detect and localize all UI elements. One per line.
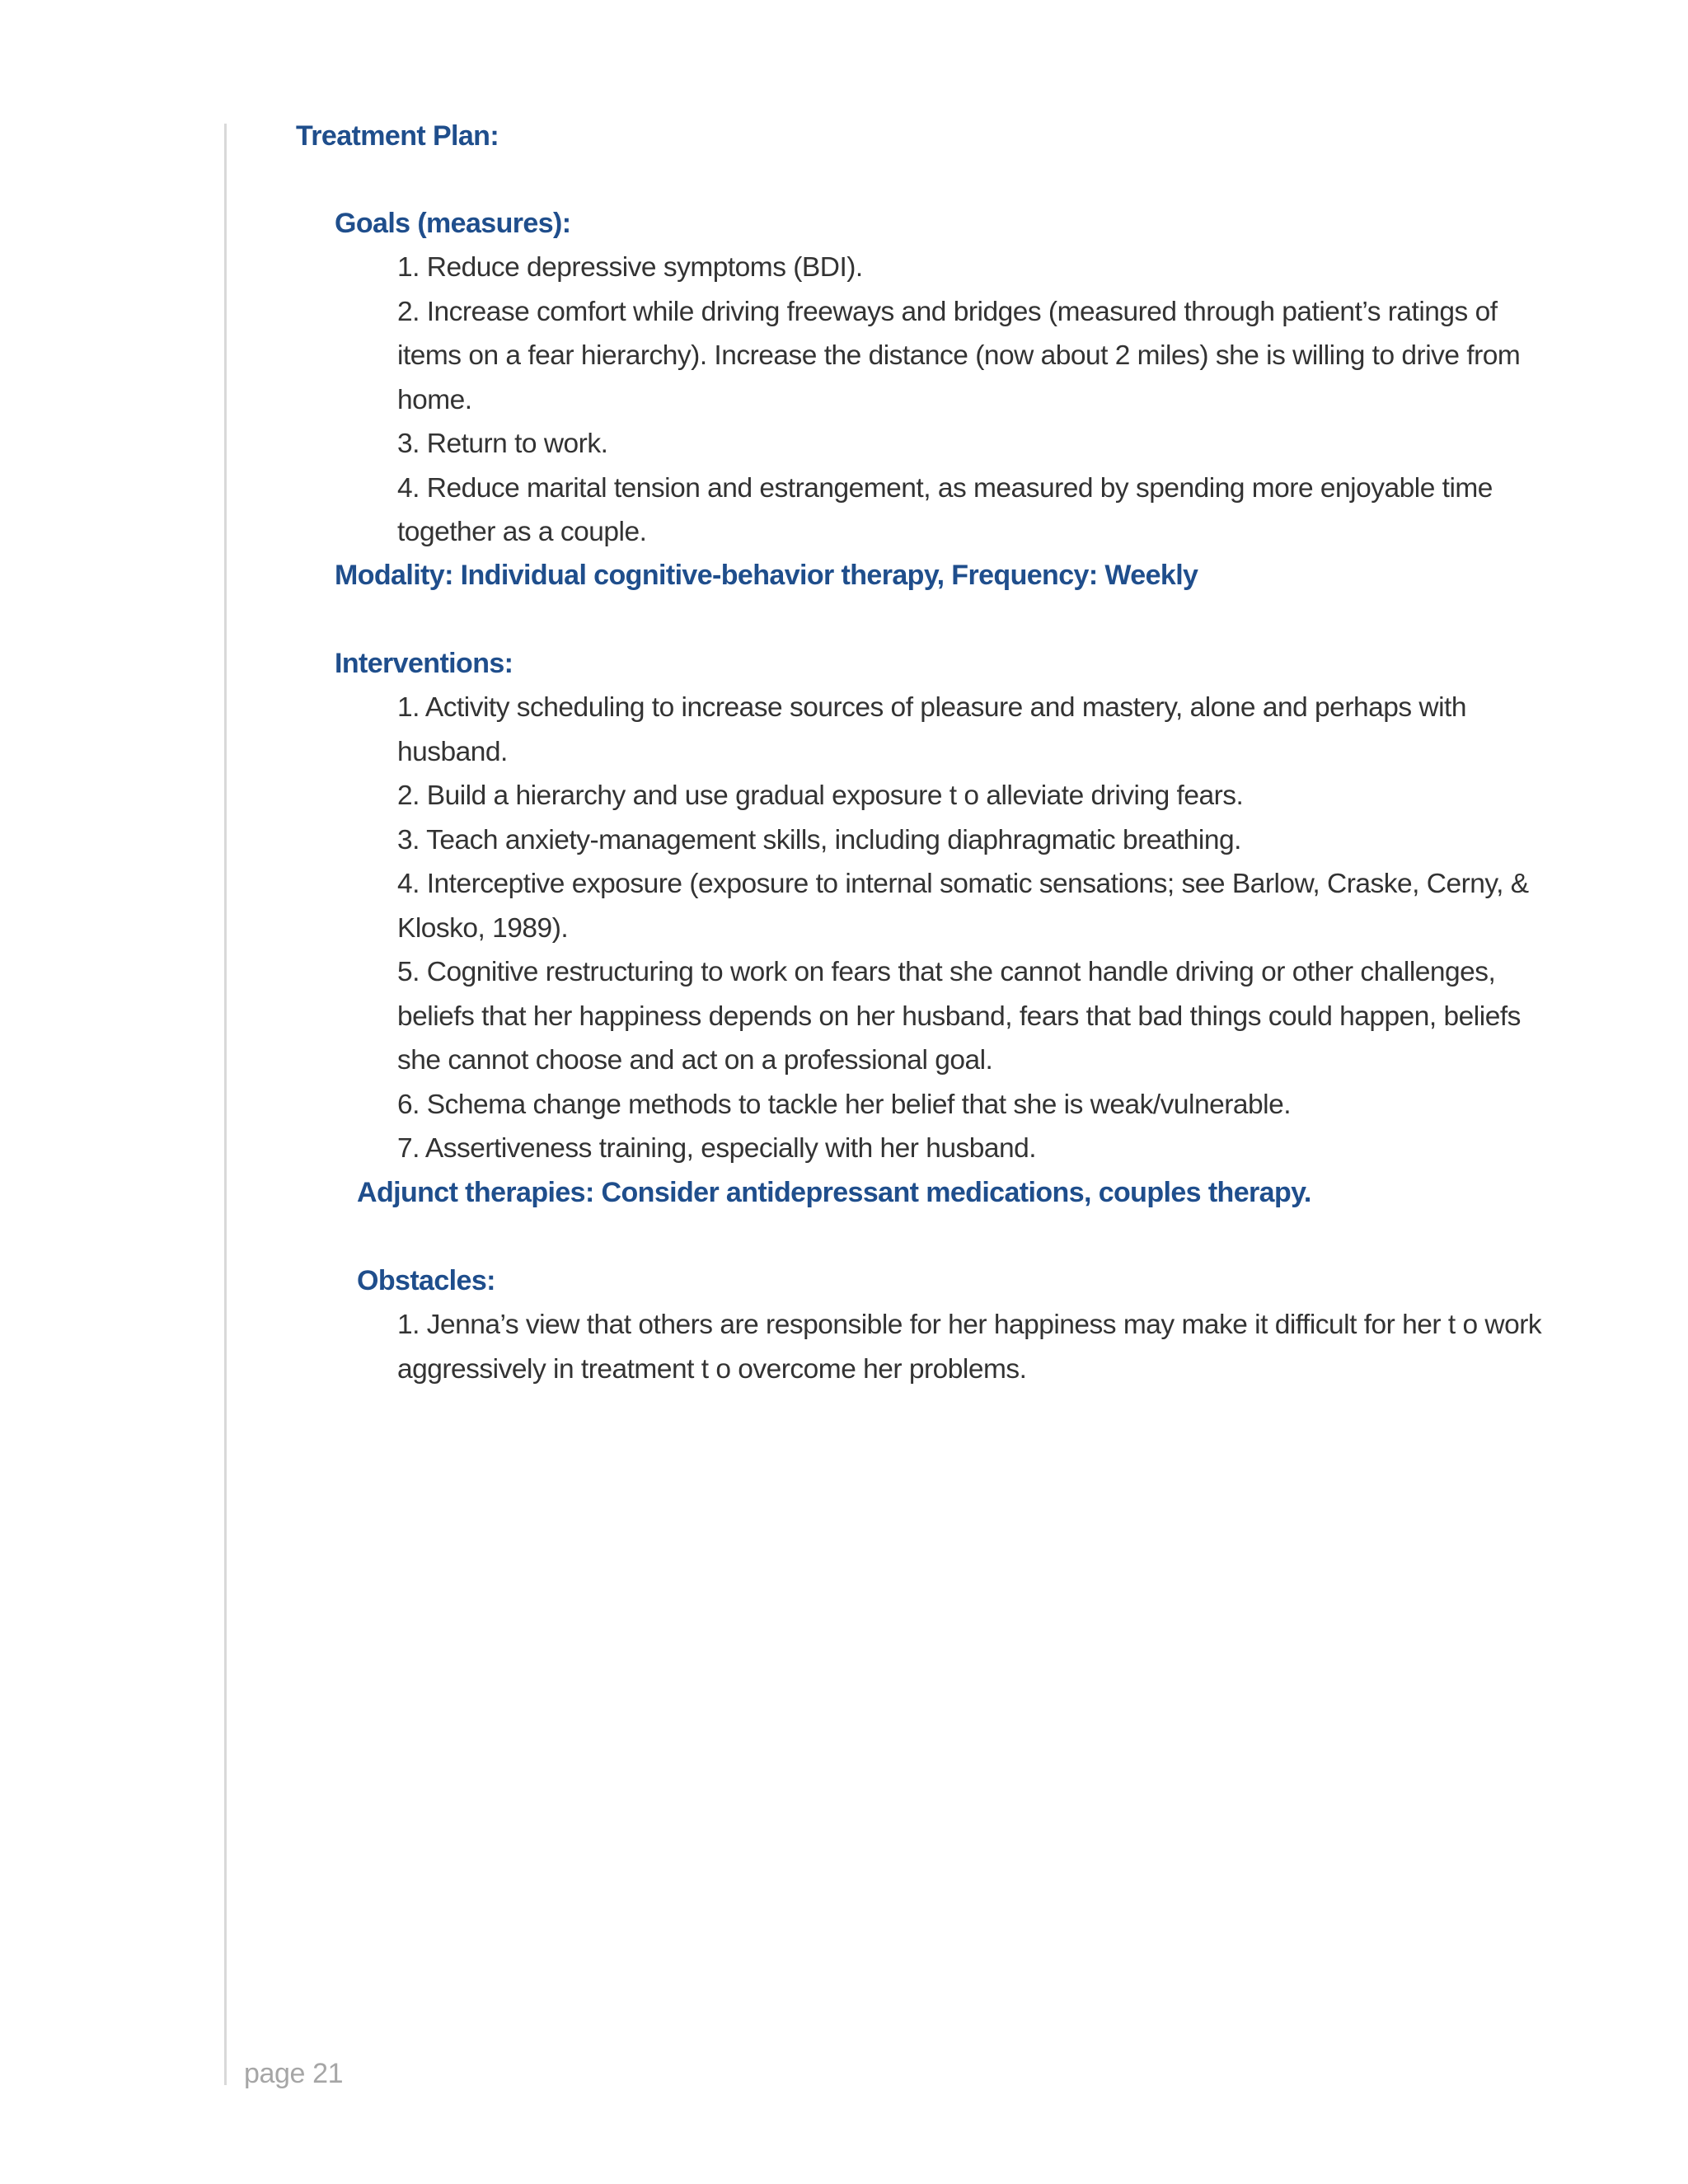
list-item: 3. Teach anxiety-management skills, including diaphragmatic breathing. — [397, 824, 1241, 855]
list-item: 7. Assertiveness training, especially with her husband. — [397, 1133, 1037, 1164]
adjunct-therapies-heading: Adjunct therapies: Consider antidepressant medications, couples therapy. — [357, 1177, 1311, 1208]
list-item: 2. Increase comfort while driving freeways and bridges (measured through patient’s ratings of items on a fear hierarchy). Increase the distance (now about 2 miles) she is willing to drive from home. — [397, 296, 1521, 415]
left-margin-rule — [224, 124, 227, 2085]
list-item: 1. Reduce depressive symptoms (BDI). — [397, 252, 863, 283]
list-item: 3. Return to work. — [397, 429, 608, 459]
interventions-list — [397, 686, 1551, 1171]
list-item: 4. Interceptive exposure (exposure to internal somatic sensations; see Barlow, Craske, Cerny, & Klosko, 1989). — [397, 869, 1529, 944]
goals-heading: Goals (measures): — [335, 208, 571, 239]
list-item: 5. Cognitive restructuring to work on fears that she cannot handle driving or other challenges, beliefs that her happiness depends on her husband, fears that bad things could happen, beliefs she cannot choose and act on a professional goal. — [397, 957, 1521, 1076]
list-item: 6. Schema change methods to tackle her belief that she is weak/vulnerable. — [397, 1089, 1292, 1120]
list-item: 2. Build a hierarchy and use gradual exposure t o alleviate driving fears. — [397, 780, 1244, 811]
modality-heading: Modality: Individual cognitive-behavior therapy, Frequency: Weekly — [335, 560, 1198, 591]
interventions-heading: Interventions: — [335, 648, 513, 679]
goals-list — [397, 246, 1551, 555]
list-item: 1. Jenna’s view that others are responsible for her happiness may make it difficult for her t o work aggressively in treatment t o overcome her problems. — [397, 1310, 1542, 1385]
page-title: Treatment Plan: — [296, 120, 499, 152]
list-item: 1. Activity scheduling to increase sources of pleasure and mastery, alone and perhaps with husband. — [397, 692, 1466, 767]
obstacles-list — [397, 1303, 1551, 1391]
page-number: page 21 — [244, 2058, 344, 2089]
obstacles-heading: Obstacles: — [357, 1265, 495, 1296]
list-item: 4. Reduce marital tension and estrangement, as measured by spending more enjoyable time together as a couple. — [397, 472, 1493, 547]
